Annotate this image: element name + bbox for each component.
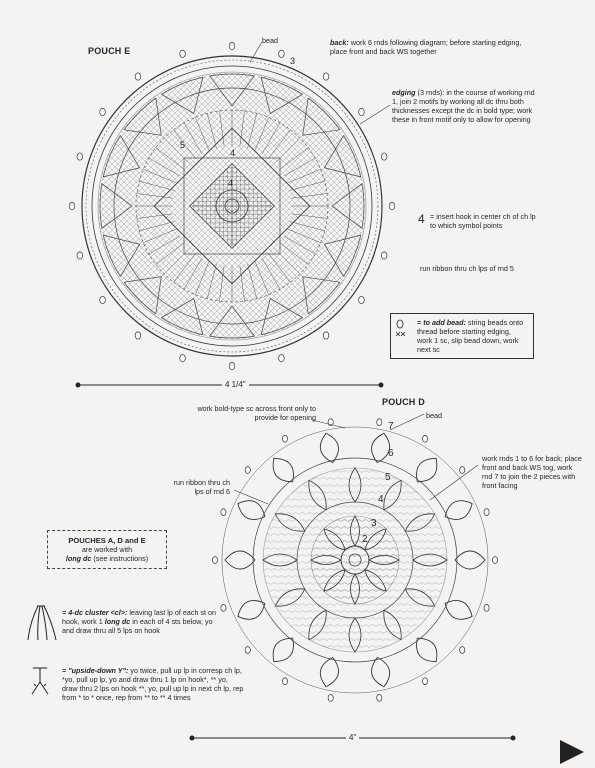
- petal-stitch: [273, 638, 293, 661]
- petal-stitch: [455, 551, 485, 569]
- pouch-e-edging-note: [392, 88, 542, 124]
- bead-icon: [221, 604, 226, 611]
- bead-icon: [245, 467, 250, 474]
- pouch-e-bead-label: bead: [262, 36, 278, 45]
- bead-icon: [279, 50, 285, 57]
- y-head: = "upside-down Y":: [62, 666, 129, 675]
- edging-head: edging: [392, 88, 416, 97]
- pouch-d-rnd-label: 6: [388, 448, 394, 459]
- add-bead-body: string beads onto thread before starting edging, work 1 sc, slip bead down, work next sc: [417, 318, 524, 354]
- bead-icon: [77, 153, 83, 160]
- bead-icon: [100, 296, 106, 303]
- cluster-body2: in each of 4 sts below, yo and draw thru all 5 lps on hook: [62, 617, 213, 635]
- bead-icon: [381, 153, 387, 160]
- petal-stitch: [417, 638, 437, 661]
- bead-icon: [282, 435, 287, 442]
- bead-icon: [229, 42, 235, 49]
- pouch-e-title: POUCH E: [88, 46, 131, 56]
- insert-hook-symbol: 4: [418, 212, 425, 226]
- bead-icon: [279, 355, 285, 362]
- bead-icon: [460, 467, 465, 474]
- pouch-d-rnd-label: 5: [385, 472, 391, 483]
- pouch-e-rnd-label: 3: [290, 56, 296, 66]
- pouch-d-rnd-label: 7: [388, 421, 394, 432]
- insert-hook-note: = insert hook in center ch of ch lp to which symbol points: [430, 212, 536, 230]
- pouch-e-back-note: [330, 38, 535, 56]
- add-bead-head: = to add bead:: [417, 318, 466, 327]
- pouch-d-size: 4": [346, 733, 359, 742]
- petal-stitch: [273, 458, 293, 481]
- bead-icon: [492, 557, 497, 564]
- pouch-d-title: POUCH D: [382, 397, 425, 407]
- petal-stitch: [225, 551, 255, 569]
- bead-icon: [389, 202, 395, 209]
- petal-stitch: [417, 458, 437, 481]
- upside-down-y-legend: [62, 666, 244, 702]
- bead-icon: [245, 647, 250, 654]
- bead-icon: [323, 73, 329, 80]
- pouch-d-motif: [212, 419, 497, 702]
- pouch-d-rnd-label: 4: [378, 494, 384, 505]
- pouch-e-rnd-label: 5: [180, 140, 186, 150]
- pouches-box-line1: POUCHES A, D and E: [68, 536, 146, 545]
- bead-icon: [100, 108, 106, 115]
- back-note-head: back:: [330, 38, 349, 47]
- pouch-d-back-note: work rnds 1 to 6 for back; place front and back WS tog, work rnd 7 to join the 2 pieces with front facing: [482, 454, 582, 490]
- bead-icon: [460, 647, 465, 654]
- petal-stitch: [238, 600, 265, 619]
- petal-stitch: [238, 501, 265, 520]
- bead-icon: [359, 296, 365, 303]
- cluster-head: = 4-dc cluster <cl>:: [62, 608, 128, 617]
- cluster-legend: [62, 608, 220, 635]
- bead-icon: [135, 332, 141, 339]
- pouch-e-ribbon-note: run ribbon thru ch lps of rnd 5: [420, 264, 514, 273]
- pouches-long-dc-box: [47, 530, 167, 569]
- bead-icon: [484, 604, 489, 611]
- add-bead-box: [390, 313, 534, 359]
- bead-icon: [422, 678, 427, 685]
- petal-stitch: [320, 433, 338, 462]
- petal-stitch: [445, 600, 472, 619]
- pouch-e-motif: [69, 42, 395, 369]
- petal-stitch: [371, 657, 389, 686]
- next-page-arrow-icon: [560, 740, 584, 764]
- bead-icon: [381, 252, 387, 259]
- bead-icon: [229, 362, 235, 369]
- edging-body: (3 rnds): in the course of working rnd 1, join 2 motifs by working all dc thru both thicknesses except the dc in bold type; work these in front motif only to allow for opening: [392, 88, 535, 124]
- bead-icon: [180, 355, 186, 362]
- bead-icon: [422, 435, 427, 442]
- pouches-box-line2: are worked with: [81, 545, 133, 554]
- y-body: yo twice, pull up lp in corresp ch lp, *yo, pull up lp, yo and draw thru 1 lp on hook*, ** yo, draw thru 2 lps on hook **, yo, pull up lp in next ch lp, rep from * to * once, rep from ** to ** 4 times: [62, 666, 244, 702]
- pouch-d-bead-label: bead: [426, 411, 442, 420]
- pouch-e-rnd-label: 4: [230, 148, 236, 158]
- back-note-body: work 6 rnds following diagram; before starting edging, place front and back WS together: [330, 38, 522, 56]
- bead-icon: [221, 509, 226, 516]
- cluster-long: long dc: [104, 617, 131, 626]
- pouch-d-bold-note: work bold-type sc across front only to provide for opening: [197, 404, 316, 422]
- pouch-d-rnd-label: 3: [371, 518, 377, 529]
- bead-icon: [77, 252, 83, 259]
- pouch-d-rnd-label: 2: [362, 534, 368, 545]
- upside-down-y-symbol-icon: [32, 668, 48, 694]
- petal-stitch: [371, 433, 389, 462]
- pouch-d-ribbon-note: run ribbon thru ch lps of rnd 6: [173, 478, 230, 496]
- petal-stitch: [320, 657, 338, 686]
- bead-icon: [328, 694, 333, 701]
- bead-icon: [484, 509, 489, 516]
- bead-icon: [323, 332, 329, 339]
- cluster-symbol-icon: [28, 606, 56, 640]
- pouches-box-line3: long dc: [65, 554, 92, 563]
- bead-icon: [359, 108, 365, 115]
- bead-icon: [180, 50, 186, 57]
- pouches-box-line4: (see instructions): [91, 554, 149, 563]
- bead-icon: [282, 678, 287, 685]
- bead-icon: [377, 694, 382, 701]
- petal-stitch: [445, 501, 472, 520]
- bead-icon: [135, 73, 141, 80]
- bead-icon: [377, 419, 382, 426]
- pouch-e-rnd-label: 4: [228, 178, 234, 188]
- bead-icon: [212, 557, 217, 564]
- cluster-body1: leaving last lp of each st on hook, work 1: [62, 608, 217, 626]
- pouch-e-size: 4 1/4": [222, 380, 249, 389]
- bead-icon: [69, 202, 75, 209]
